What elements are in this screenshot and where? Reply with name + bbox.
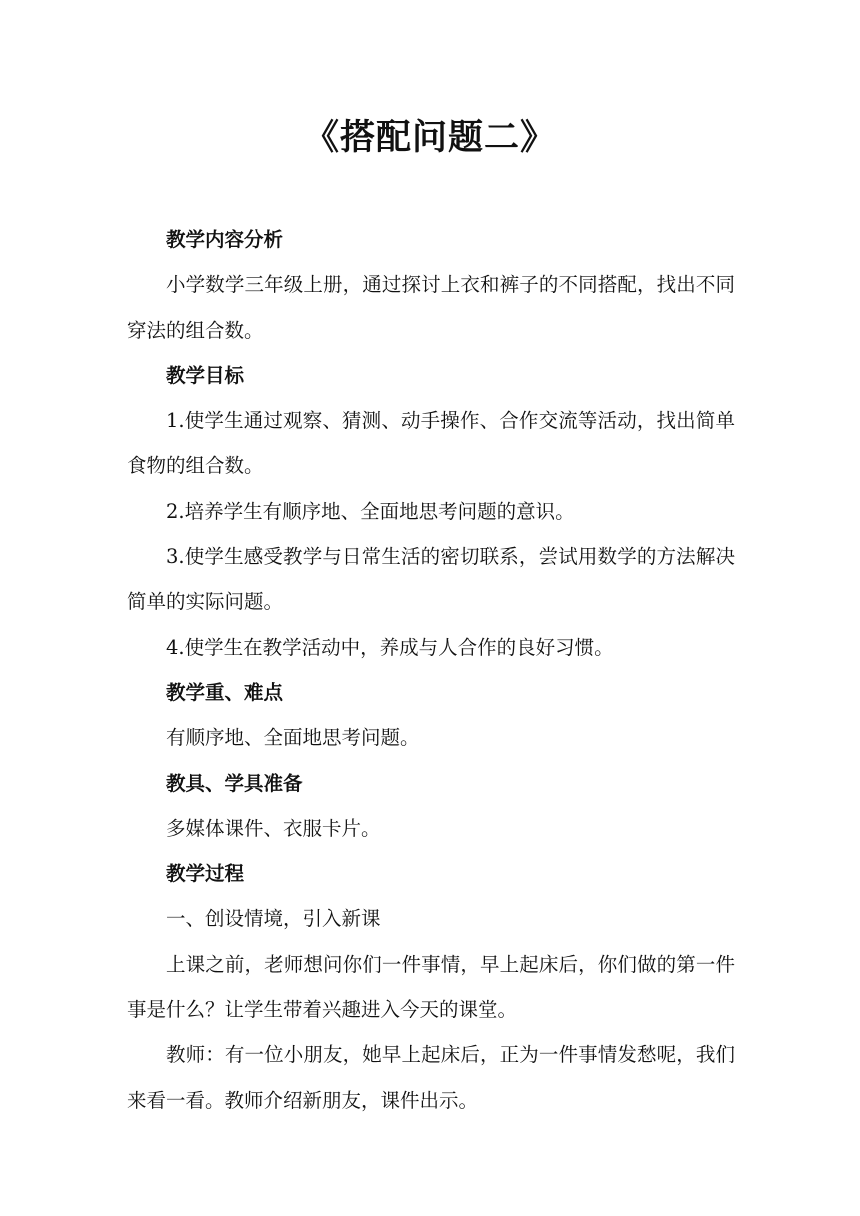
section-heading-key-points: 教学重、难点: [166, 680, 284, 704]
paragraph-key-points: 有顺序地、全面地思考问题。: [166, 726, 420, 750]
paragraph-process-teacher: 教师：有一位小朋友，她早上起床后，正为一件事情发愁呢，我们来看一看。教师介绍新朋友，课件出示。: [127, 1043, 735, 1112]
paragraph-process-intro: 上课之前，老师想问你们一件事情，早上起床后，你们做的第一件事是什么？让学生带着兴趣进入今天的课堂。: [127, 952, 735, 1022]
section-heading-content-analysis: 教学内容分析: [166, 228, 284, 251]
paragraph-content-analysis: 小学数学三年级上册，通过探讨上衣和裤子的不同搭配，找出不同穿法的组合数。: [127, 273, 735, 342]
paragraph-materials: 多媒体课件、衣服卡片。: [166, 816, 381, 840]
paragraph-objective-4: 4.使学生在教学活动中，养成与人合作的良好习惯。: [166, 635, 614, 659]
paragraph-objective-1: 1.使学生通过观察、猜测、动手操作、合作交流等活动，找出简单食物的组合数。: [127, 409, 735, 478]
section-heading-objectives: 教学目标: [166, 363, 245, 387]
document-title: 《搭配问题二》: [303, 117, 556, 158]
paragraph-objective-2: 2.培养学生有顺序地、全面地思考问题的意识。: [166, 499, 575, 523]
document-body: [127, 217, 735, 1123]
section-heading-materials: 教具、学具准备: [166, 771, 303, 795]
paragraph-objective-3: 3.使学生感受教学与日常生活的密切联系，尝试用数学的方法解决简单的实际问题。: [127, 545, 735, 614]
paragraph-process-step-1: 一、创设情境，引入新课: [166, 907, 381, 931]
section-heading-process: 教学过程: [166, 862, 245, 886]
